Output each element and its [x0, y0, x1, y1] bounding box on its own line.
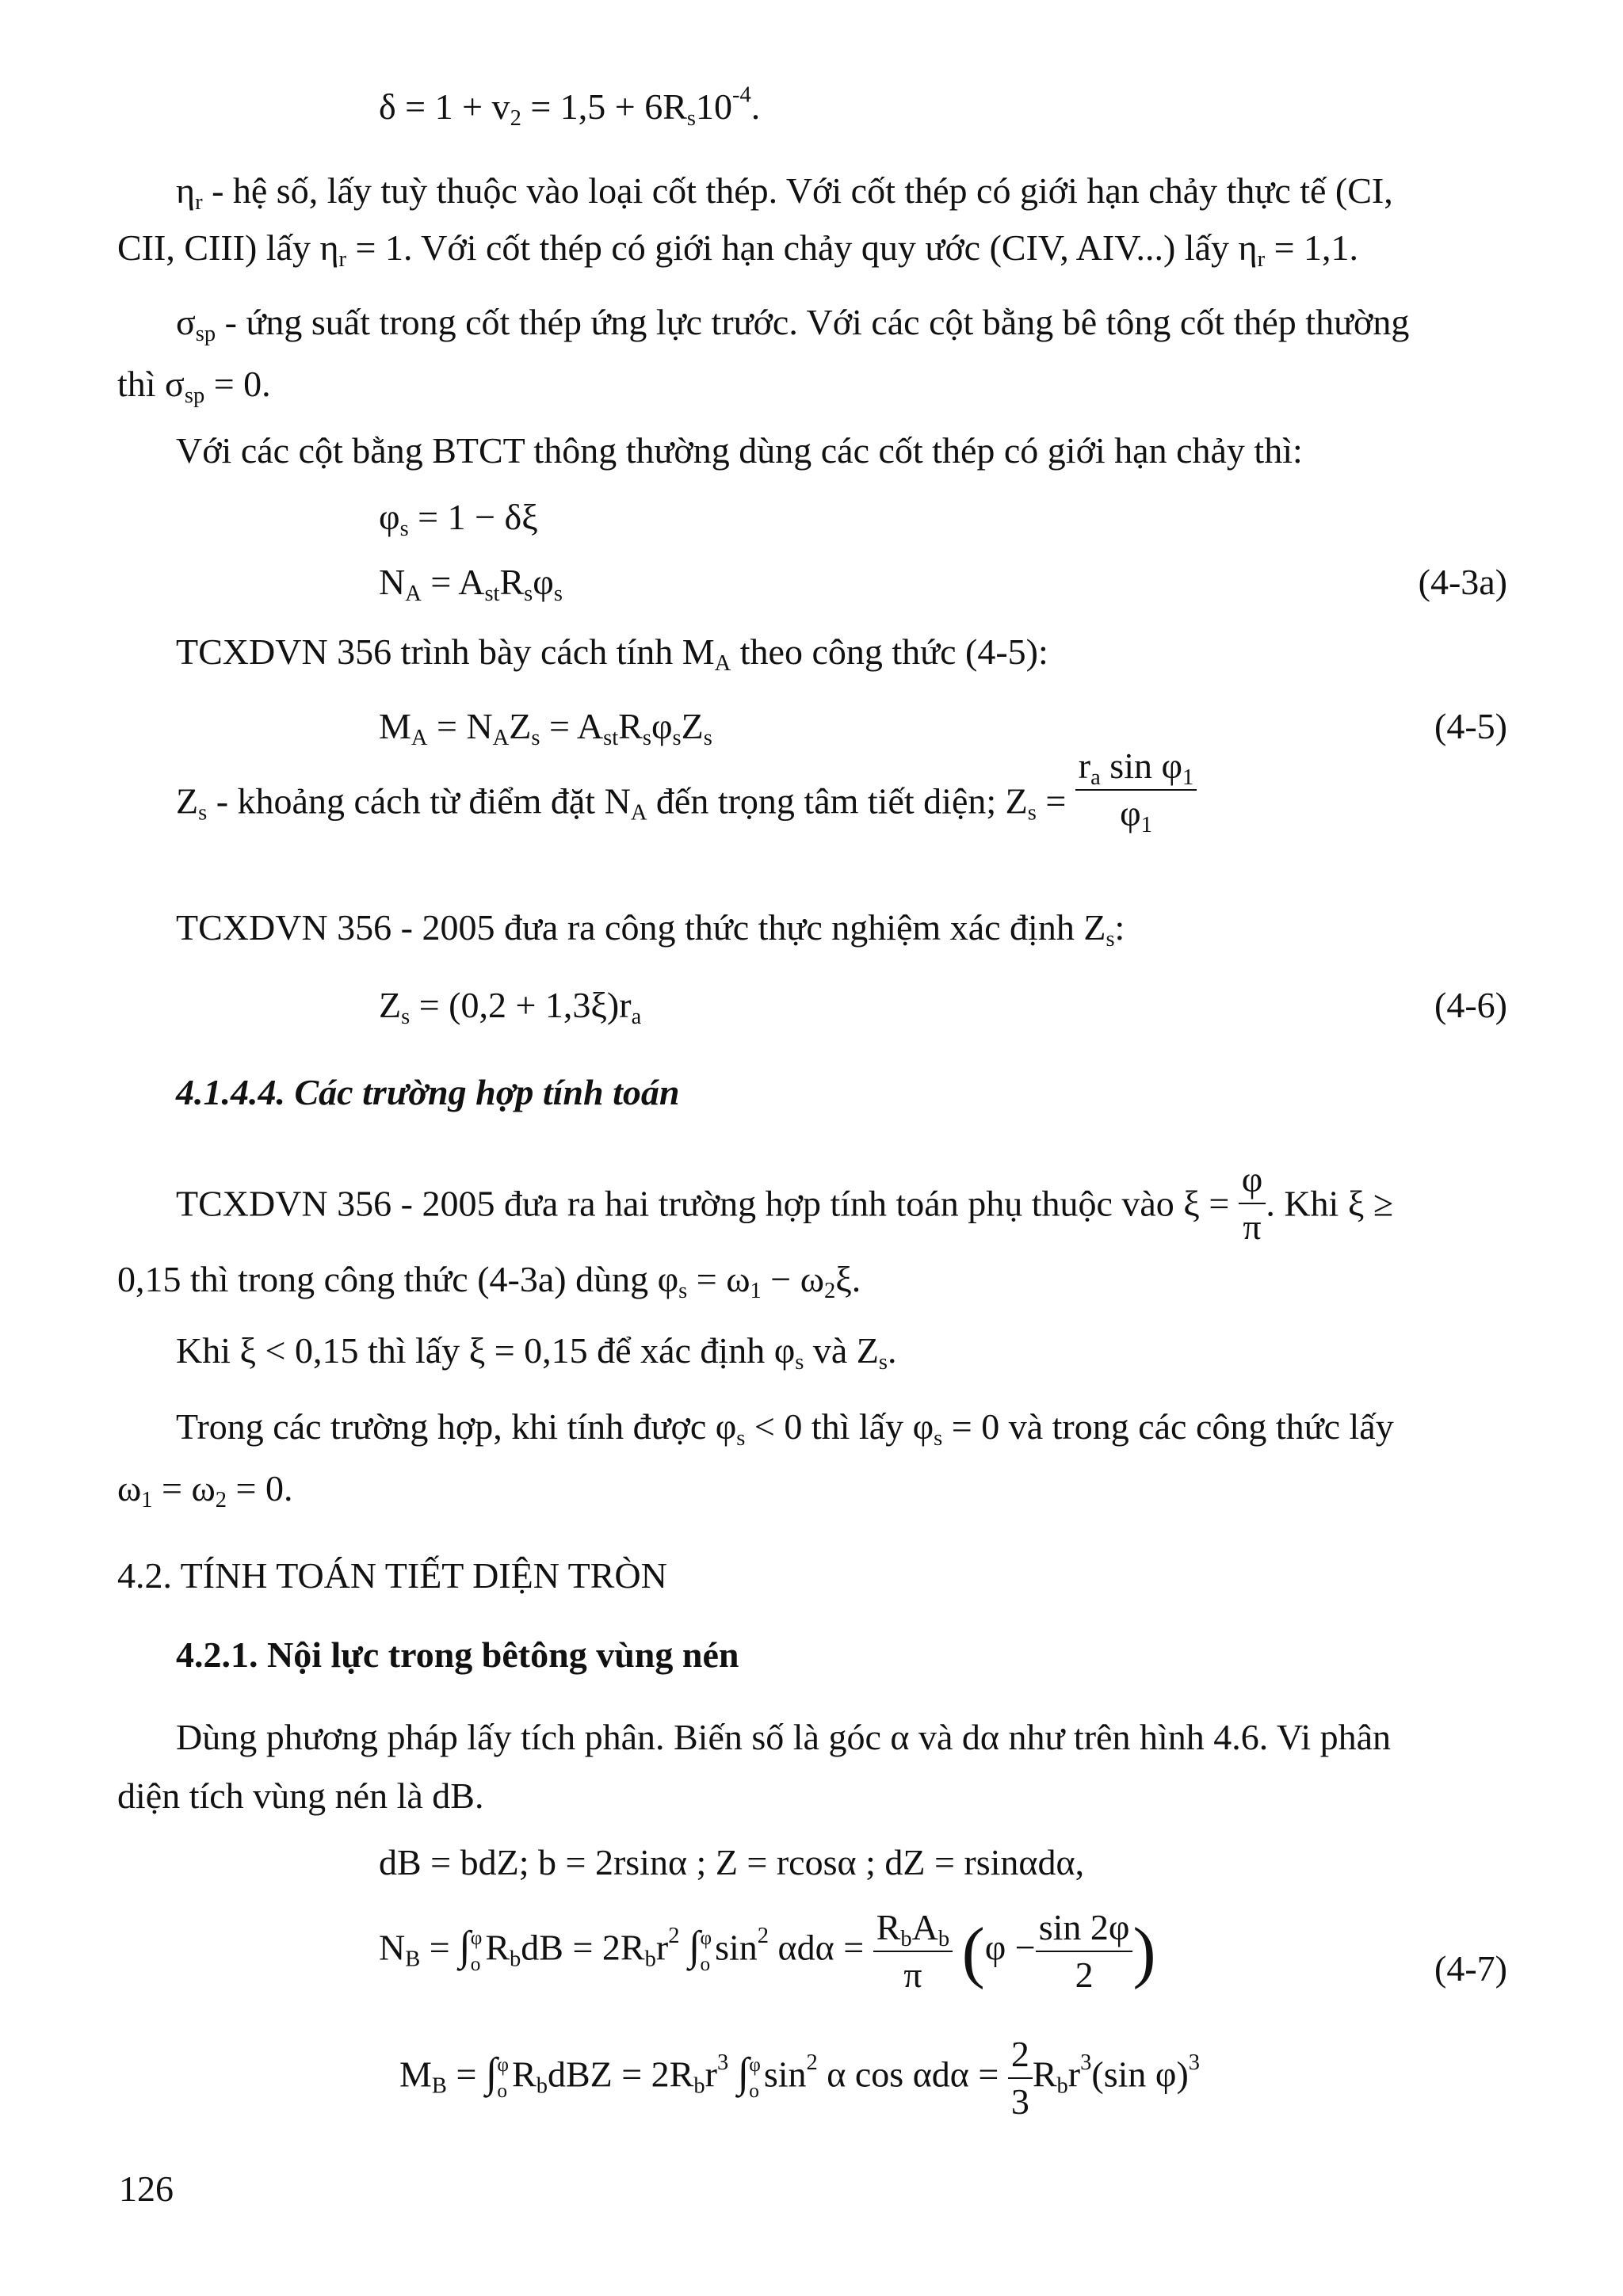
nb-formula: $N_B$ = ∫ φ o $R_bdB = 2R_br^2$ ∫ φ o $\sin^2 \alpha d\alpha$ = $\frac{R_bA_b}{\pi}$ (φ − $\frac{\sin 2\varphi}{2}$ ) — [379, 1907, 1156, 1995]
tcxdvn-zs-sentence: TCXDVN 356 - 2005 đưa ra công thức thực nghiệm xác định $Z_s$: — [176, 907, 1125, 952]
zs-definition: $Z_s$ - khoảng cách từ điểm đặt $N_A$ đến trọng tâm tiết diện; $Z_s$ = $\frac{r_a \sin \varphi_1}{\varphi_1}$ — [176, 778, 1197, 832]
phis-formula: $\varphi_s = 1 - \delta\xi$ — [379, 497, 538, 541]
equation-number-4-6: (4-6) — [1434, 985, 1507, 1025]
negative-phi-line2: $\omega_1 = \omega_2 = 0$. — [117, 1468, 293, 1512]
mb-formula: $M_B$ = ∫ φ o $R_bdBZ = 2R_br^3$ ∫ φ o $\sin^2 \alpha$ cos αdα = $\frac{2}{3}$ $R_br^3(\sin$ φ)$^3$ — [399, 2034, 1201, 2122]
delta-formula: $\delta = 1 + v_2 = 1,5 + 6R_s10^{-4}$. — [379, 82, 761, 131]
db-formula: dB = bdZ; b = 2rsinα ; Z = rcosα ; dZ = rsinαdα, — [379, 1842, 1085, 1882]
page-number: 126 — [119, 2168, 174, 2209]
btct-sentence: Với các cột bằng BTCT thông thường dùng các cốt thép có giới hạn chảy thì: — [176, 430, 1303, 471]
section-heading-4-1-4-4: 4.1.4.4. Các trường hợp tính toán — [176, 1072, 680, 1112]
section-heading-4-2-1: 4.2.1. Nội lực trong bêtông vùng nén — [176, 1634, 739, 1675]
tcxdvn-ma-sentence: TCXDVN 356 trình bày cách tính $M_A$ theo công thức (4-5): — [176, 631, 1048, 676]
section-heading-4-2: 4.2. TÍNH TOÁN TIẾT DIỆN TRÒN — [117, 1555, 667, 1596]
na-formula: $N_A = A_{st}R_s\varphi_s$ — [379, 562, 563, 606]
integration-paragraph-line2: diện tích vùng nén là dB. — [117, 1775, 484, 1816]
sigma-paragraph-line2: thì $\sigma_{sp} = 0$. — [117, 364, 271, 408]
two-cases-line2: 0,15 thì trong công thức (4-3a) dùng $\varphi_s = \omega_1 - \omega_2\xi$. — [117, 1259, 861, 1303]
integration-paragraph-line1: Dùng phương pháp lấy tích phân. Biến số là góc α và dα như trên hình 4.6. Vi phân — [176, 1717, 1392, 1757]
two-cases-line1: TCXDVN 356 - 2005 đưa ra hai trường hợp tính toán phụ thuộc vào ξ = $\frac{\varphi}{\pi}$ . Khi ξ ≥ — [176, 1159, 1394, 1247]
zs-fraction: $\frac{r_a \sin \varphi_1}{\varphi_1}$ — [1075, 748, 1197, 832]
sigma-paragraph-line1: $\sigma_{sp}$ - ứng suất trong cốt thép ứng lực trước. Với các cột bằng bê tông cốt thép thường — [176, 302, 1410, 346]
eta-paragraph-line1: $\eta_r$ - hệ số, lấy tuỳ thuộc vào loại cốt thép. Với cốt thép có giới hạn chảy thực tế (CI, — [176, 170, 1393, 215]
equation-number-4-7: (4-7) — [1434, 1948, 1507, 1989]
negative-phi-line1: Trong các trường hợp, khi tính được $\varphi_s < 0$ thì lấy $\varphi_s = 0$ và trong các công thức lấy — [176, 1406, 1394, 1451]
zs-formula: $Z_s = (0,2 + 1,3\xi)r_a$ — [379, 985, 642, 1029]
equation-number-4-5: (4-5) — [1434, 706, 1507, 746]
xi-less-sentence: Khi ξ < 0,15 thì lấy ξ = 0,15 để xác định $\varphi_s$ và $Z_s$. — [176, 1330, 897, 1375]
xi-fraction: $\frac{\varphi}{\pi}$ — [1239, 1161, 1266, 1245]
equation-number-4-3a: (4-3a) — [1418, 562, 1507, 602]
eta-paragraph-line2: CII, CIII) lấy $\eta_r = 1$. Với cốt thép có giới hạn chảy quy ước (CIV, AIV...) lấy $\eta_r = 1,1$. — [117, 227, 1359, 272]
ma-formula: $M_A = N_AZ_s = A_{st}R_s\varphi_sZ_s$ — [379, 706, 712, 750]
